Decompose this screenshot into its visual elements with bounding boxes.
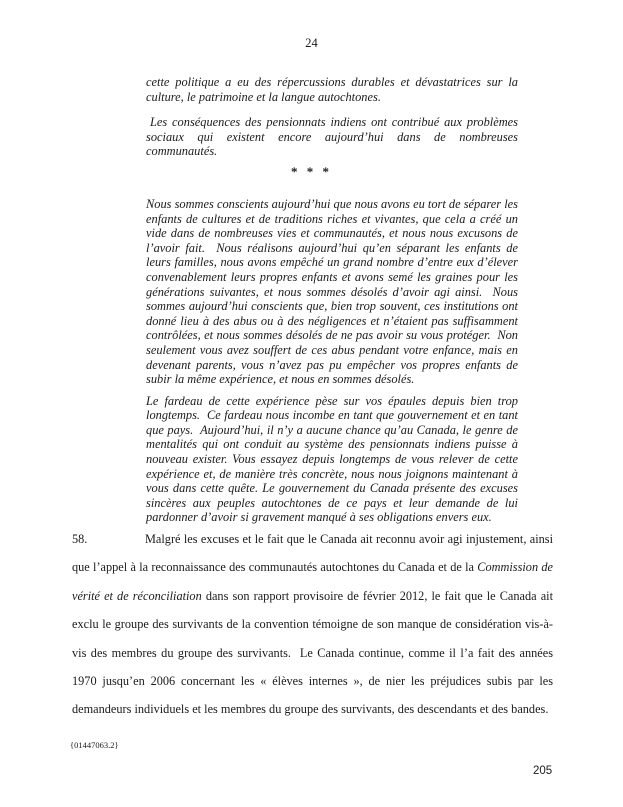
- quote-paragraph: Les conséquences des pensionnats indiens ont contribué aux problèmes sociaux qui existent encore aujourd’hui dans de nombreuses communautés.: [146, 115, 518, 159]
- paragraph-text-after-italic: dans son rapport provisoire de février 2012, le fait que le Canada ait exclu le groupe des survivants de la convention témoigne de son manque de considération vis-à-vis des membres du groupe des survivants. Le Canada continue, comme il l’a fait des années 1970 jusqu’en 2006 concernant les « élèves internes », de nier les préjudices subis par les demandeurs individuels et les membres du groupe des survivants, des descendants et des bandes.: [72, 588, 553, 717]
- quote-paragraph: Nous sommes conscients aujourd’hui que nous avons eu tort de séparer les enfants de cultures et de traditions riches et vivantes, que cela a créé un vide dans de nombreuses vies et communautés, et nous nous excusons de l’avoir fait. Nous réalisons aujourd’hui qu’en séparant les enfants de leurs familles, nous avons empêché un grand nombre d’entre eux d’élever convenablement leurs propres enfants et avons semé les graines pour les générations suivantes, et nous sommes désolés d’avoir agi ainsi. Nous sommes aujourd’hui conscients que, bien trop souvent, ces institutions ont donné lieu à des abus ou à des négligences et n’étaient pas suffisamment contrôlées, et nous sommes désolés de ne pas avoir su vous protéger. Non seulement vous avez souffert de ces abus pendant votre enfance, mais en devenant parents, vous n’avez pas pu empêcher vos propres enfants de subir la même expérience, et nous en sommes désolés.: [146, 196, 518, 387]
- quote-block-2: [146, 197, 518, 525]
- footer-page-number: 205: [533, 765, 553, 777]
- section-separator-asterisks: * * *: [291, 163, 332, 179]
- body-paragraph-58: [72, 525, 553, 724]
- paragraph-text-before-italic: Malgré les excuses et le fait que le Canada ait reconnu avoir agi injustement, ainsi que l’appel à la reconnaissance des communautés autochtones du Canada et de la: [72, 532, 553, 575]
- paragraph-number: 58.: [72, 532, 88, 547]
- footer-document-number: {01447063.2}: [70, 740, 119, 750]
- quote-paragraph: Le fardeau de cette expérience pèse sur vos épaules depuis bien trop longtemps. Ce fardeau nous incombe en tant que gouvernement et en tant que pays. Aujourd’hui, il n’y a aucune chance qu’au Canada, le genre de mentalités qui ont conduit au système des pensionnats indiens puisse à nouveau exister. Vous essayez depuis longtemps de vous relever de cette expérience et, de manière très concrète, nous nous joignons maintenant à vous dans cette quête. Le gouvernement du Canada présente des excuses sincères aux peuples autochtones de ce pays et leur demande de lui pardonner d’avoir si gravement manqué à ses obligations envers eux.: [146, 393, 518, 525]
- quote-block-1: [146, 75, 518, 159]
- header-page-number: 24: [305, 36, 318, 50]
- paragraph-text-italic: Commission de vérité et de réconciliation: [72, 560, 553, 603]
- quote-paragraph: cette politique a eu des répercussions durables et dévastatrices sur la culture, le patrimoine et la langue autochtones.: [146, 75, 518, 104]
